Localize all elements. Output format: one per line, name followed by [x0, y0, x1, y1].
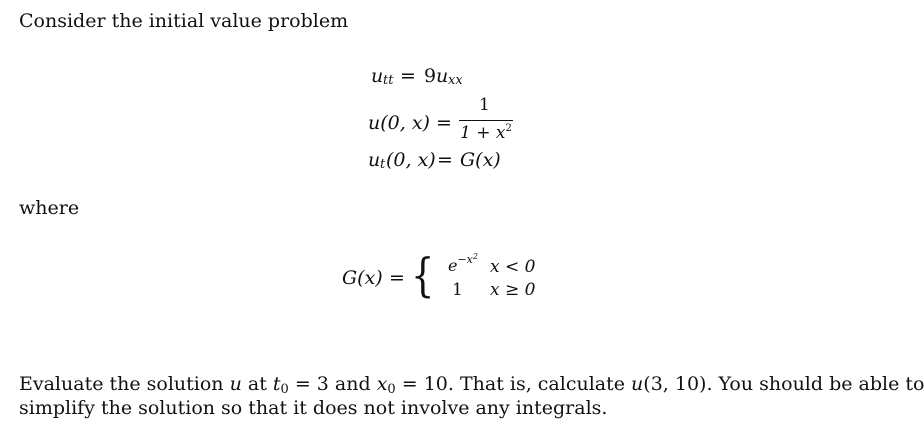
- pde-eq: =: [400, 65, 416, 87]
- question-text-f: (3, 10). You should be able to: [643, 373, 924, 395]
- question-text-b: at: [241, 373, 273, 395]
- question-text-d: = 10. That is, calculate: [395, 373, 632, 395]
- ic2-lhs-u: u: [368, 149, 381, 171]
- question-line-1: [19, 373, 924, 397]
- case2-cond: x ≥ 0: [490, 280, 536, 300]
- case1-value-base: e: [448, 256, 458, 275]
- ic1-lhs: u(0, x): [368, 112, 430, 134]
- case2-value: 1: [452, 280, 463, 300]
- question-line-2: simplify the solution so that it does not involve any integrals.: [19, 397, 608, 419]
- piecewise-lhs: G(x): [342, 267, 383, 289]
- pde-lhs: u: [371, 65, 384, 87]
- ic1-den-base: 1 + x: [460, 123, 506, 143]
- question-var-u2: u: [631, 373, 644, 395]
- pde-lhs-sub: tt: [383, 73, 394, 88]
- where-text: where: [19, 197, 80, 219]
- pde-rhs-sub: xx: [448, 73, 463, 88]
- question-var-x-sub: 0: [387, 382, 396, 397]
- question-var-x: x: [376, 373, 388, 395]
- ic2-lhs-args: (0, x): [386, 149, 436, 171]
- question-var-t-sub: 0: [280, 382, 289, 397]
- ic2-eq: =: [437, 149, 453, 171]
- ic1-den-exp: 2: [505, 123, 512, 134]
- ic1-num: 1: [479, 95, 490, 115]
- piecewise-eq: =: [389, 267, 405, 289]
- ic2-rhs: G(x): [460, 149, 501, 171]
- ic1-den: [460, 125, 512, 142]
- case1-cond: x < 0: [490, 257, 536, 277]
- case1-value: [448, 252, 478, 275]
- pde-coef: 9: [424, 65, 437, 87]
- question-text-a: Evaluate the solution: [19, 373, 230, 395]
- left-brace: {: [411, 248, 435, 302]
- case1-value-exp: −x2: [457, 252, 478, 266]
- pde-rhs: u: [436, 65, 449, 87]
- intro-text: Consider the initial value problem: [19, 10, 349, 32]
- question-var-u: u: [229, 373, 242, 395]
- question-var-t: t: [272, 373, 281, 395]
- ic1-fraction-line: [459, 120, 513, 121]
- ic1-eq: =: [436, 112, 452, 134]
- ic2-lhs-sub: t: [380, 157, 386, 172]
- question-text-c: = 3 and: [288, 373, 377, 395]
